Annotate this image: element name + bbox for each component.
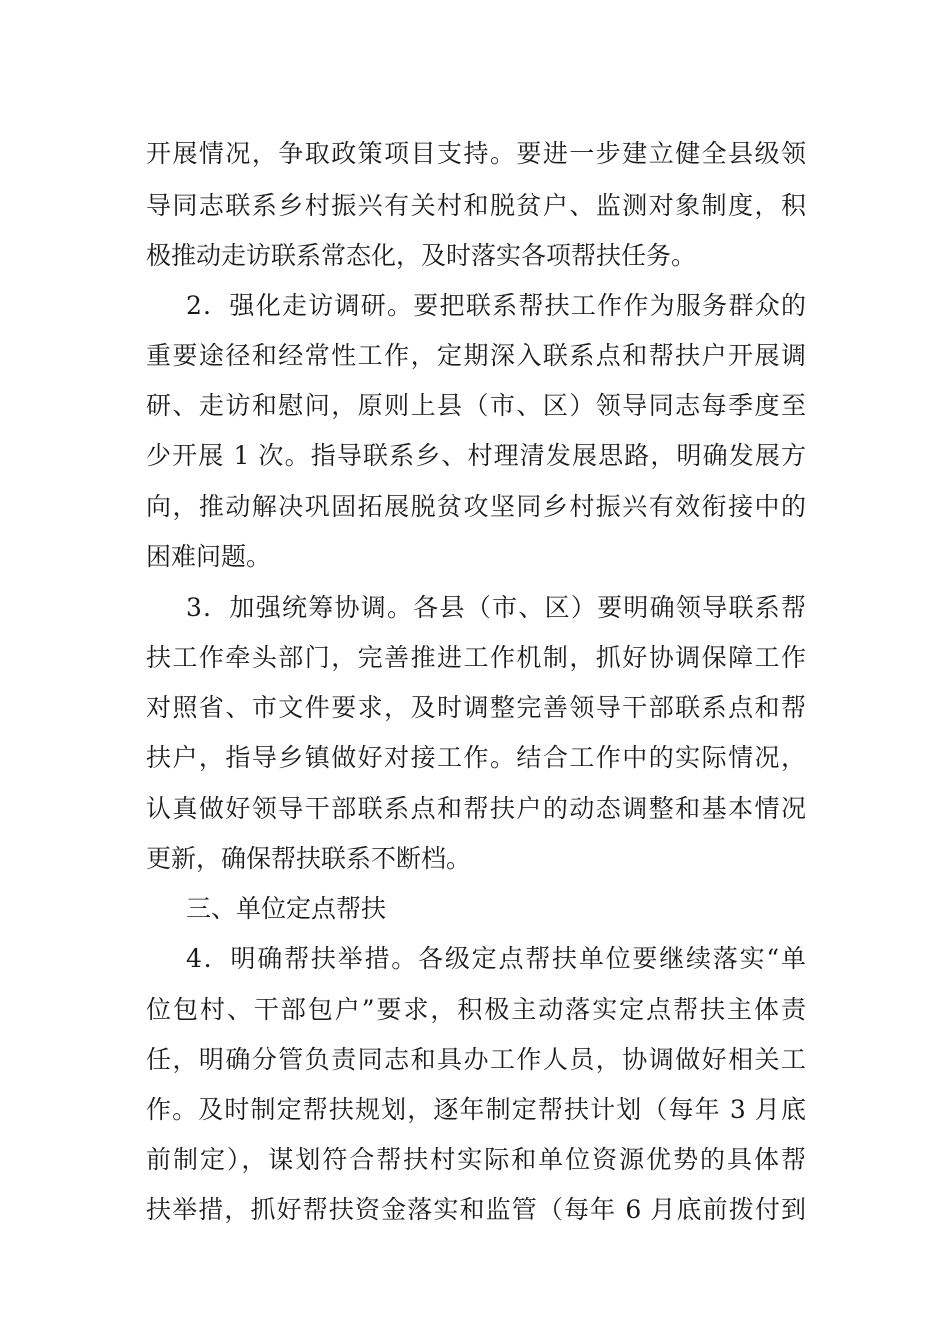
text-line: 困难问题。 (146, 542, 272, 571)
text-line: 开展情况，争取政策项目支持。要进一步建立健全县级领 (146, 139, 806, 168)
text-line: 扶举措，抓好帮扶资金落实和监管（每年 6 月底前拨付到 (146, 1195, 806, 1224)
text-line: 前制定），谋划符合帮扶村实际和单位资源优势的具体帮 (146, 1145, 806, 1174)
paragraph-4-heading-line: 4．明确帮扶举措。各级定点帮扶单位要继续落实“单 (186, 944, 806, 973)
text-line: 极推动走访联系常态化，及时落实各项帮扶任务。 (146, 241, 697, 270)
text-line: 认真做好领导干部联系点和帮扶户的动态调整和基本情况 (146, 794, 806, 823)
text-line: 扶户，指导乡镇做好对接工作。结合工作中的实际情况， (146, 743, 806, 772)
text-line: 研、走访和慰问，原则上县（市、区）领导同志每季度至 (146, 391, 806, 420)
section-heading: 三、单位定点帮扶 (186, 894, 387, 923)
paragraph-2-heading-line: 2．强化走访调研。要把联系帮扶工作作为服务群众的 (186, 291, 806, 320)
text-line: 导同志联系乡村振兴有关村和脱贫户、监测对象制度，积 (146, 191, 806, 220)
text-line: 位包村、干部包户”要求，积极主动落实定点帮扶主体责 (146, 995, 806, 1024)
text-line: 少开展 1 次。指导联系乡、村理清发展思路，明确发展方 (146, 441, 806, 470)
text-line: 重要途径和经常性工作，定期深入联系点和帮扶户开展调 (146, 341, 806, 370)
text-line: 向，推动解决巩固拓展脱贫攻坚同乡村振兴有效衔接中的 (146, 492, 806, 521)
text-line: 对照省、市文件要求，及时调整完善领导干部联系点和帮 (146, 693, 806, 722)
text-line: 作。及时制定帮扶规划，逐年制定帮扶计划（每年 3 月底 (146, 1095, 806, 1124)
paragraph-3-heading-line: 3．加强统筹协调。各县（市、区）要明确领导联系帮 (186, 593, 806, 622)
text-line: 任，明确分管负责同志和具办工作人员，协调做好相关工 (146, 1045, 806, 1074)
text-line: 扶工作牵头部门，完善推进工作机制，抓好协调保障工作 (146, 643, 806, 672)
text-line: 更新，确保帮扶联系不断档。 (146, 844, 472, 873)
